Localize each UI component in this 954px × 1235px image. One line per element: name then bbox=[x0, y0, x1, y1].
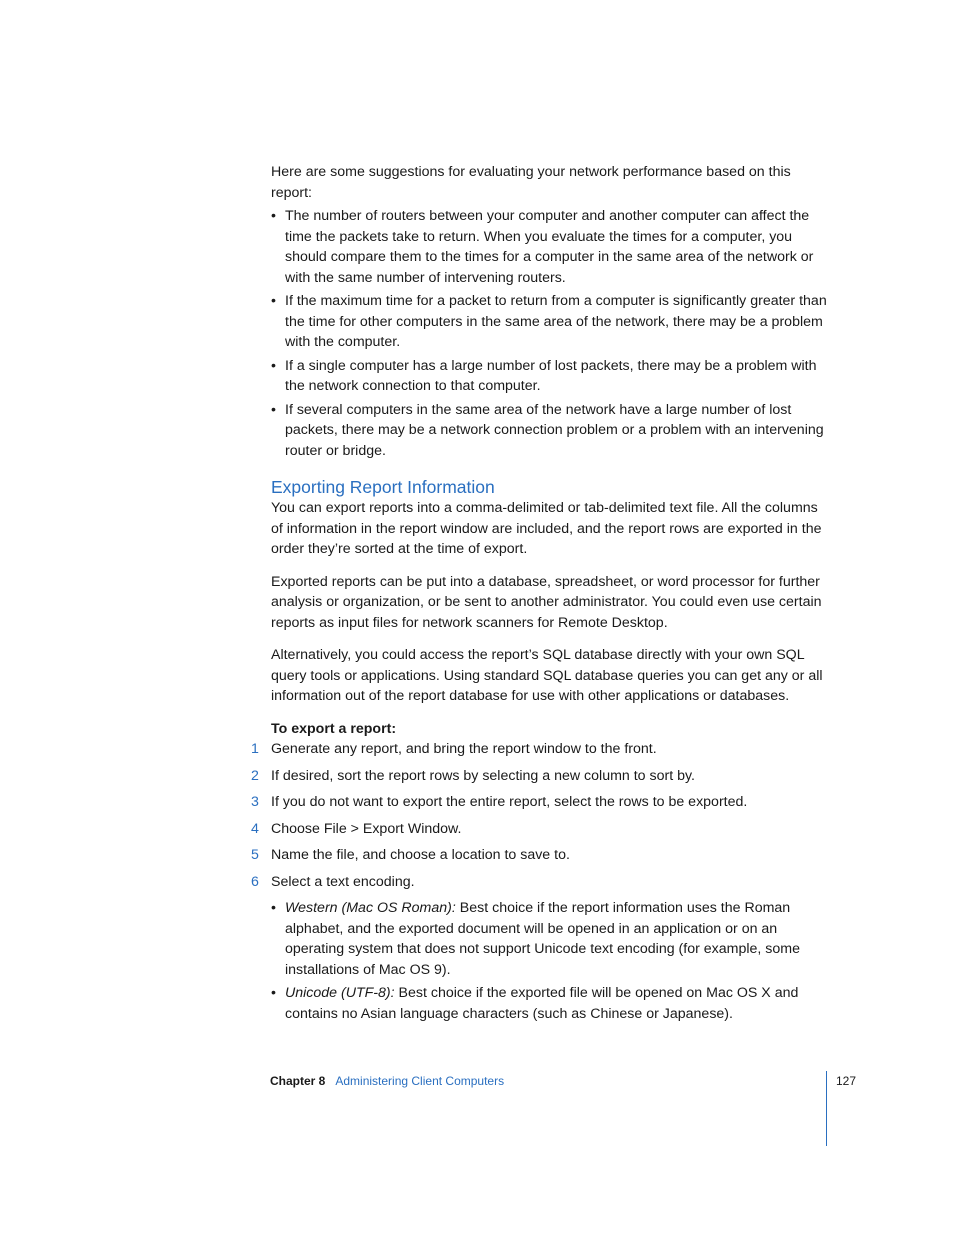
step-number: 2 bbox=[251, 767, 259, 784]
page-number: 127 bbox=[836, 1074, 857, 1088]
bullet-icon: • bbox=[271, 293, 276, 309]
list-item bbox=[271, 898, 831, 980]
bullet-icon: • bbox=[271, 208, 276, 224]
bullet-icon: • bbox=[271, 357, 276, 374]
bullet-icon: • bbox=[271, 401, 276, 418]
step-text: Name the file, and choose a location to save to. bbox=[271, 847, 570, 863]
footer-divider bbox=[826, 1071, 827, 1146]
page-footer bbox=[270, 1073, 504, 1089]
list-item bbox=[271, 400, 831, 462]
encoding-description: Best choice if the exported file will be opened on Mac OS X and contains no Asian language characters (such as Chinese or Japanese). bbox=[285, 985, 799, 1022]
step-number: 4 bbox=[251, 820, 259, 837]
list-item-text: If several computers in the same area of the network have a large number of lost packets, there may be a network connection problem or a problem with an intervening router or bridge. bbox=[285, 401, 824, 459]
step-text: If you do not want to export the entire report, select the rows to be exported. bbox=[271, 794, 748, 810]
body-paragraph: You can export reports into a comma-delimited or tab-delimited text file. All the columns of information in the report window are included, and the report rows are exported in the order they’re sorted at the time of export. bbox=[271, 500, 822, 557]
step-text: Generate any report, and bring the report window to the front. bbox=[271, 741, 657, 757]
list-item bbox=[271, 291, 831, 353]
list-item-text: If a single computer has a large number of lost packets, there may be a problem with the network connection to that computer. bbox=[285, 357, 817, 394]
section-heading: Exporting Report Information bbox=[271, 477, 495, 497]
list-item bbox=[271, 356, 831, 397]
step-item bbox=[251, 845, 831, 866]
step-text: Choose File > Export Window. bbox=[271, 820, 462, 837]
chapter-label: Chapter 8 bbox=[270, 1074, 326, 1088]
encoding-term: Unicode (UTF-8): bbox=[285, 985, 395, 1001]
step-item bbox=[251, 792, 831, 813]
bullet-icon: • bbox=[271, 900, 276, 916]
step-text: Select a text encoding. bbox=[271, 873, 415, 890]
step-item bbox=[251, 739, 831, 760]
list-item bbox=[271, 206, 831, 288]
evaluation-tips-list bbox=[271, 206, 831, 461]
encoding-options-list bbox=[271, 898, 831, 1024]
page-body bbox=[251, 162, 831, 1027]
body-paragraph: Exported reports can be put into a database, spreadsheet, or word processor for further analysis or organization, or be sent to another administrator. You could even use certain reports as input files for network scanners for Remote Desktop. bbox=[271, 573, 822, 631]
encoding-description: Best choice if the report information uses the Roman alphabet, and the exported document will be opened in an application or on an operating system that does not support Unicode text encoding (for example, some installations of Mac OS 9). bbox=[285, 900, 800, 978]
step-item bbox=[251, 766, 831, 787]
task-heading: To export a report: bbox=[271, 720, 397, 737]
step-number: 5 bbox=[251, 847, 259, 863]
list-item bbox=[271, 983, 831, 1024]
list-item-text: The number of routers between your computer and another computer can affect the time the packets take to return. When you evaluate the times for a computer, you should compare them to the times for a computer in the same area of the network or with the same number of intervening routers. bbox=[285, 208, 814, 286]
encoding-term: Western (Mac OS Roman): bbox=[285, 900, 456, 916]
step-text: If desired, sort the report rows by selecting a new column to sort by. bbox=[271, 767, 695, 784]
bullet-icon: • bbox=[271, 985, 276, 1001]
step-item bbox=[251, 872, 831, 893]
step-number: 3 bbox=[251, 794, 259, 810]
list-item-text: If the maximum time for a packet to return from a computer is significantly greater than the time for other computers in the same area of the network, there may be a problem with the computer. bbox=[285, 293, 827, 350]
intro-paragraph: Here are some suggestions for evaluating your network performance based on this report: bbox=[271, 164, 791, 201]
chapter-title: Administering Client Computers bbox=[335, 1074, 505, 1088]
step-item bbox=[251, 819, 831, 840]
step-number: 6 bbox=[251, 873, 259, 890]
export-steps-list bbox=[251, 739, 831, 892]
step-number: 1 bbox=[251, 741, 259, 757]
body-paragraph: Alternatively, you could access the report’s SQL database directly with your own SQL query tools or applications. Using standard SQL database queries you can get any or all information out of the report database for use with other applications or databases. bbox=[271, 647, 823, 704]
